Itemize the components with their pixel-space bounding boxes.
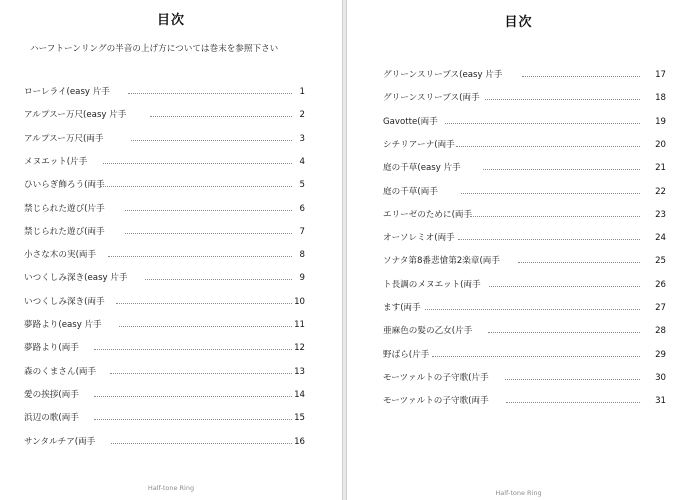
- toc-entry-title: 禁じられた遊び(片手: [24, 204, 105, 214]
- dot-leader: [108, 256, 292, 257]
- toc-entry-page-number: 9: [299, 273, 305, 283]
- dot-leader: [125, 233, 292, 234]
- toc-entry-title: ひいらぎ飾ろう(両手: [24, 180, 105, 190]
- toc-entry-page-number: 6: [299, 204, 305, 214]
- dot-leader: [522, 76, 640, 77]
- dot-leader: [131, 140, 292, 141]
- dot-leader: [470, 216, 640, 217]
- toc-entry-title: 野ばら(片手: [383, 350, 430, 360]
- toc-entry[interactable]: [0, 202, 342, 216]
- page-footer: Half-tone Ring: [495, 489, 542, 497]
- toc-entry-title: アルプスー万尺(両手: [24, 134, 104, 144]
- page-title: 目次: [156, 13, 185, 28]
- toc-entry-title: ト長調のメヌエット(両手: [383, 280, 481, 290]
- toc-entry-title: ソナタ第8番悲愴第2楽章(両手: [383, 256, 500, 266]
- dot-leader: [116, 303, 292, 304]
- toc-entry-page-number: 21: [655, 163, 666, 173]
- dot-leader: [111, 443, 292, 444]
- toc-entry[interactable]: [0, 435, 342, 449]
- dot-leader: [145, 279, 292, 280]
- toc-entry-page-number: 25: [655, 256, 666, 266]
- toc-entry-title: Gavotte(両手: [383, 117, 438, 127]
- toc-entry-title: 森のくまさん(両手: [24, 367, 97, 377]
- toc-entry[interactable]: [347, 394, 690, 408]
- toc-entry-title: ます(両手: [383, 303, 421, 313]
- toc-entry[interactable]: [0, 132, 342, 146]
- toc-entry[interactable]: [0, 295, 342, 309]
- dot-leader: [94, 349, 292, 350]
- toc-entry-title: 夢路より(easy 片手: [24, 320, 102, 330]
- toc-entry-title: グリーンスリーブス(両手: [383, 93, 480, 103]
- toc-entry-title: 浜辺の歌(両手: [24, 413, 79, 423]
- dot-leader: [125, 210, 292, 211]
- toc-entry-title: オーソレミオ(両手: [383, 233, 455, 243]
- toc-entry[interactable]: [347, 254, 690, 268]
- toc-entry-page-number: 30: [655, 373, 666, 383]
- toc-entry-title: アルプスー万尺(easy 片手: [24, 110, 127, 120]
- toc-entry-title: 庭の千草(easy 片手: [383, 163, 461, 173]
- toc-entry[interactable]: [347, 348, 690, 362]
- toc-entry-title: 亜麻色の髪の乙女(片手: [383, 326, 473, 336]
- toc-entry[interactable]: [0, 85, 342, 99]
- toc-entry-page-number: 17: [655, 70, 666, 80]
- toc-entry-page-number: 18: [655, 93, 666, 103]
- toc-entry[interactable]: [0, 225, 342, 239]
- toc-entry-title: いつくしみ深き(easy 片手: [24, 273, 128, 283]
- toc-entry-page-number: 22: [655, 187, 666, 197]
- dot-leader: [119, 326, 292, 327]
- toc-entry-title: モーツァルトの子守歌(両手: [383, 396, 489, 406]
- toc-entry-page-number: 10: [294, 297, 305, 307]
- dot-leader: [489, 286, 640, 287]
- dot-leader: [150, 116, 292, 117]
- toc-entry-page-number: 16: [294, 437, 305, 447]
- toc-entry[interactable]: [347, 324, 690, 338]
- toc-entry[interactable]: [0, 411, 342, 425]
- dot-leader: [445, 123, 640, 124]
- toc-entry-page-number: 26: [655, 280, 666, 290]
- toc-entry-page-number: 12: [294, 343, 305, 353]
- toc-entry-page-number: 28: [655, 326, 666, 336]
- toc-entry[interactable]: [0, 388, 342, 402]
- toc-entry[interactable]: [347, 371, 690, 385]
- dot-leader: [488, 332, 640, 333]
- toc-entry-title: 庭の千草(両手: [383, 187, 438, 197]
- dot-leader: [101, 186, 292, 187]
- toc-entry-page-number: 23: [655, 210, 666, 220]
- page-footer: Half-tone Ring: [147, 484, 195, 492]
- toc-entry[interactable]: [347, 301, 690, 315]
- toc-entry-page-number: 20: [655, 140, 666, 150]
- dot-leader: [110, 373, 292, 374]
- dot-leader: [506, 402, 640, 403]
- toc-entry-title: いつくしみ深き(両手: [24, 297, 105, 307]
- toc-entry[interactable]: [0, 318, 342, 332]
- dot-leader: [425, 309, 640, 310]
- toc-entry-page-number: 2: [299, 110, 305, 120]
- dot-leader: [518, 262, 640, 263]
- dot-leader: [505, 379, 640, 380]
- dot-leader: [485, 99, 640, 100]
- toc-entry-title: メヌエット(片手: [24, 157, 88, 167]
- toc-entry-page-number: 8: [299, 250, 305, 260]
- toc-entry[interactable]: [347, 91, 690, 105]
- halftone-note: ハーフトーンリングの半音の上げ方については巻末を参照下さい: [30, 44, 279, 54]
- toc-entry[interactable]: [0, 248, 342, 262]
- dot-leader: [483, 169, 640, 170]
- dot-leader: [94, 396, 292, 397]
- toc-entry[interactable]: [347, 231, 690, 245]
- toc-entry-page-number: 1: [299, 87, 305, 97]
- dot-leader: [432, 356, 640, 357]
- toc-entry-page-number: 5: [299, 180, 305, 190]
- toc-entry-page-number: 13: [294, 367, 305, 377]
- toc-entry-title: 小さな木の実(両手: [24, 250, 97, 260]
- toc-entry-title: サンタルチア(両手: [24, 437, 96, 447]
- toc-entry[interactable]: [0, 155, 342, 169]
- toc-entry-page-number: 31: [655, 396, 666, 406]
- page-title: 目次: [504, 15, 533, 30]
- toc-entry[interactable]: [347, 68, 690, 82]
- right-page: [346, 0, 690, 500]
- toc-entry-page-number: 11: [294, 320, 305, 330]
- toc-entry[interactable]: [347, 138, 690, 152]
- toc-entry-page-number: 14: [294, 390, 305, 400]
- toc-entry-page-number: 29: [655, 350, 666, 360]
- toc-entry-page-number: 7: [299, 227, 305, 237]
- toc-entry-page-number: 4: [299, 157, 305, 167]
- toc-entry-title: エリーゼのために(両手: [383, 210, 473, 220]
- toc-entry-title: グリーンスリーブス(easy 片手: [383, 70, 503, 80]
- toc-entry[interactable]: [347, 115, 690, 129]
- toc-entry-page-number: 15: [294, 413, 305, 423]
- toc-entry-title: 禁じられた遊び(両手: [24, 227, 105, 237]
- toc-entry[interactable]: [347, 278, 690, 292]
- toc-entry-page-number: 24: [655, 233, 666, 243]
- toc-entry[interactable]: [0, 271, 342, 285]
- dot-leader: [94, 419, 292, 420]
- left-page: [0, 0, 343, 500]
- toc-entry-page-number: 3: [299, 134, 305, 144]
- toc-entry-title: 愛の挨拶(両手: [24, 390, 79, 400]
- dot-leader: [461, 193, 640, 194]
- toc-entry-title: 夢路より(両手: [24, 343, 79, 353]
- toc-entry[interactable]: [0, 365, 342, 379]
- toc-entry-title: シチリアーナ(両手: [383, 140, 455, 150]
- toc-entry-page-number: 27: [655, 303, 666, 313]
- toc-entry-title: モーツァルトの子守歌(片手: [383, 373, 489, 383]
- dot-leader: [458, 239, 640, 240]
- toc-entry[interactable]: [347, 185, 690, 199]
- dot-leader: [456, 146, 640, 147]
- toc-entry[interactable]: [347, 208, 690, 222]
- toc-entry-title: ローレライ(easy 片手: [24, 87, 110, 97]
- toc-entry-page-number: 19: [655, 117, 666, 127]
- toc-entry[interactable]: [0, 341, 342, 355]
- toc-entry[interactable]: [347, 161, 690, 175]
- toc-entry[interactable]: [0, 108, 342, 122]
- dot-leader: [128, 93, 292, 94]
- dot-leader: [103, 163, 292, 164]
- toc-entry[interactable]: [0, 178, 342, 192]
